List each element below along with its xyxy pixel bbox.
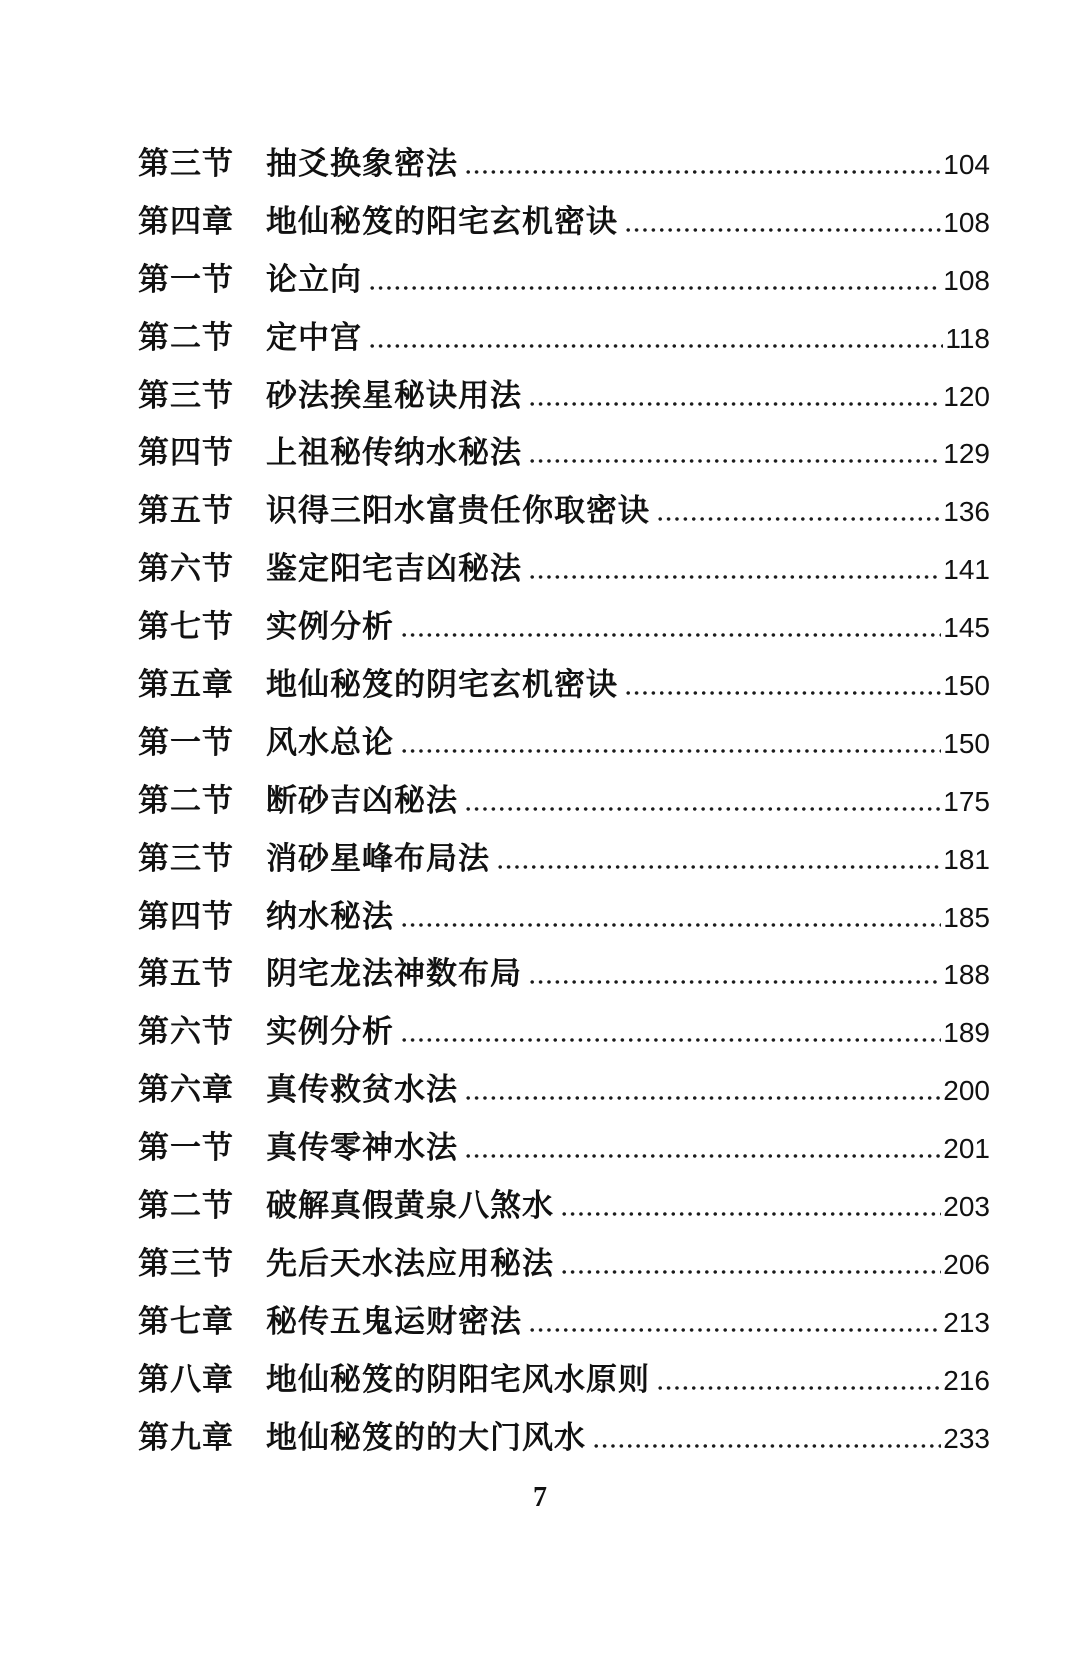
- toc-entry-page: 200: [943, 1075, 990, 1107]
- toc-entry-page: 189: [943, 1017, 990, 1049]
- toc-entry: [138, 1062, 990, 1120]
- toc-entry-title: 风水总论: [266, 724, 394, 761]
- toc-entry-label: 第五章: [138, 667, 234, 704]
- toc-entry-title: 地仙秘笈的的大门风水: [266, 1419, 586, 1456]
- toc-entry: [138, 252, 990, 310]
- dot-leader: [624, 228, 941, 232]
- toc-entry: [138, 1410, 990, 1468]
- toc-entry-label: 第七节: [138, 609, 234, 646]
- toc-entry-title: 砂法挨星秘诀用法: [266, 377, 522, 414]
- toc-entry-label: 第三节: [138, 1245, 234, 1282]
- toc-entry-page: 181: [943, 843, 990, 875]
- dot-leader: [400, 633, 941, 637]
- dot-leader: [592, 1444, 941, 1448]
- toc-entry-title: 先后天水法应用秘法: [266, 1245, 554, 1282]
- toc-entry-label: 第七章: [138, 1303, 234, 1340]
- dot-leader: [400, 923, 941, 927]
- toc-entry-page: 118: [945, 322, 990, 354]
- toc-entry-title: 地仙秘笈的阴宅玄机密诀: [266, 667, 618, 704]
- dot-leader: [656, 1386, 941, 1390]
- toc-entry-page: 203: [943, 1191, 990, 1223]
- dot-leader: [560, 1212, 941, 1216]
- toc-entry-label: 第一节: [138, 724, 234, 761]
- toc-entry-title: 真传救贫水法: [266, 1072, 458, 1109]
- toc-entry-label: 第四节: [138, 898, 234, 935]
- toc-entry-page: 233: [943, 1422, 990, 1454]
- toc-entry: [138, 773, 990, 831]
- toc-entry: [138, 1352, 990, 1410]
- dot-leader: [528, 402, 941, 406]
- toc-entry-label: 第三节: [138, 146, 234, 182]
- toc-entry-page: 145: [943, 612, 990, 644]
- toc-entry: [138, 889, 990, 947]
- toc-entry: [138, 1004, 990, 1062]
- toc-entry-label: 第六节: [138, 1014, 234, 1051]
- toc-entry: [138, 483, 990, 541]
- toc-entry-title: 真传零神水法: [266, 1130, 458, 1167]
- toc-entry-label: 第二节: [138, 319, 234, 356]
- toc-entry: [138, 194, 990, 252]
- dot-leader: [528, 1328, 941, 1332]
- toc-entry: [138, 1294, 990, 1352]
- dot-leader: [528, 980, 941, 984]
- toc-entry: [138, 1178, 990, 1236]
- dot-leader: [464, 1096, 941, 1100]
- table-of-contents: [138, 136, 990, 1467]
- toc-entry: [138, 541, 990, 599]
- toc-entry-page: 136: [943, 496, 990, 528]
- toc-entry: [138, 946, 990, 1004]
- toc-entry-label: 第二节: [138, 782, 234, 819]
- toc-entry-page: 129: [943, 438, 990, 470]
- toc-entry-page: 201: [943, 1133, 990, 1165]
- dot-leader: [560, 1270, 941, 1274]
- toc-entry-title: 实例分析: [266, 609, 394, 646]
- toc-entry-label: 第二节: [138, 1188, 234, 1225]
- toc-entry-title: 上祖秘传纳水秘法: [266, 435, 522, 472]
- toc-entry-page: 141: [943, 554, 990, 586]
- toc-entry-title: 断砂吉凶秘法: [266, 782, 458, 819]
- toc-entry-title: 地仙秘笈的阳宅玄机密诀: [266, 203, 618, 240]
- toc-entry: [138, 599, 990, 657]
- toc-entry-title: 阴宅龙法神数布局: [266, 956, 522, 993]
- toc-entry-page: 120: [943, 380, 990, 412]
- toc-entry-page: 206: [943, 1248, 990, 1280]
- toc-entry-label: 第五节: [138, 956, 234, 993]
- dot-leader: [368, 286, 941, 290]
- dot-leader: [656, 517, 941, 521]
- toc-entry-page: 216: [943, 1364, 990, 1396]
- toc-entry-label: 第一节: [138, 1130, 234, 1167]
- toc-entry-title: 秘传五鬼运财密法: [266, 1303, 522, 1340]
- toc-entry-title: 地仙秘笈的阴阳宅风水原则: [266, 1361, 650, 1398]
- toc-entry-page: 175: [943, 785, 990, 817]
- toc-entry-title: 消砂星峰布局法: [266, 840, 490, 877]
- toc-entry: [138, 368, 990, 426]
- dot-leader: [464, 1154, 941, 1158]
- toc-entry-title: 破解真假黄泉八煞水: [266, 1188, 554, 1225]
- toc-entry-label: 第一节: [138, 261, 234, 298]
- toc-entry-page: 185: [943, 901, 990, 933]
- toc-entry: [138, 425, 990, 483]
- toc-entry-label: 第五节: [138, 493, 234, 530]
- toc-entry-title: 识得三阳水富贵任你取密诀: [266, 493, 650, 530]
- toc-entry-title: 纳水秘法: [266, 898, 394, 935]
- toc-entry: [138, 310, 990, 368]
- toc-entry: [138, 1236, 990, 1294]
- toc-entry: [138, 657, 990, 715]
- toc-entry-label: 第四章: [138, 203, 234, 240]
- dot-leader: [464, 807, 941, 811]
- toc-entry-title: 鉴定阳宅吉凶秘法: [266, 551, 522, 588]
- dot-leader: [496, 865, 941, 869]
- toc-entry-page: 108: [943, 206, 990, 238]
- toc-entry-title: 抽爻换象密法: [266, 146, 458, 182]
- toc-entry-page: 150: [943, 670, 990, 702]
- toc-entry: [138, 831, 990, 889]
- toc-entry-title: 定中宫: [266, 319, 362, 356]
- toc-entry-label: 第九章: [138, 1419, 234, 1456]
- toc-entry-page: 104: [943, 149, 990, 180]
- toc-entry-label: 第八章: [138, 1361, 234, 1398]
- dot-leader: [400, 749, 941, 753]
- toc-entry-label: 第三节: [138, 840, 234, 877]
- toc-entry-label: 第六节: [138, 551, 234, 588]
- dot-leader: [528, 459, 941, 463]
- toc-entry-title: 论立向: [266, 261, 362, 298]
- toc-entry-page: 150: [943, 727, 990, 759]
- toc-entry-label: 第六章: [138, 1072, 234, 1109]
- toc-entry: [138, 136, 990, 194]
- toc-entry-label: 第四节: [138, 435, 234, 472]
- dot-leader: [528, 575, 941, 579]
- toc-entry-page: 213: [943, 1306, 990, 1338]
- toc-entry: [138, 715, 990, 773]
- toc-entry-label: 第三节: [138, 377, 234, 414]
- dot-leader: [464, 170, 941, 174]
- dot-leader: [400, 1038, 941, 1042]
- dot-leader: [368, 344, 943, 348]
- toc-entry-page: 188: [943, 959, 990, 991]
- toc-entry-page: 108: [943, 264, 990, 296]
- page-number: 7: [533, 1482, 547, 1513]
- dot-leader: [624, 691, 941, 695]
- toc-entry-title: 实例分析: [266, 1014, 394, 1051]
- toc-entry: [138, 1120, 990, 1178]
